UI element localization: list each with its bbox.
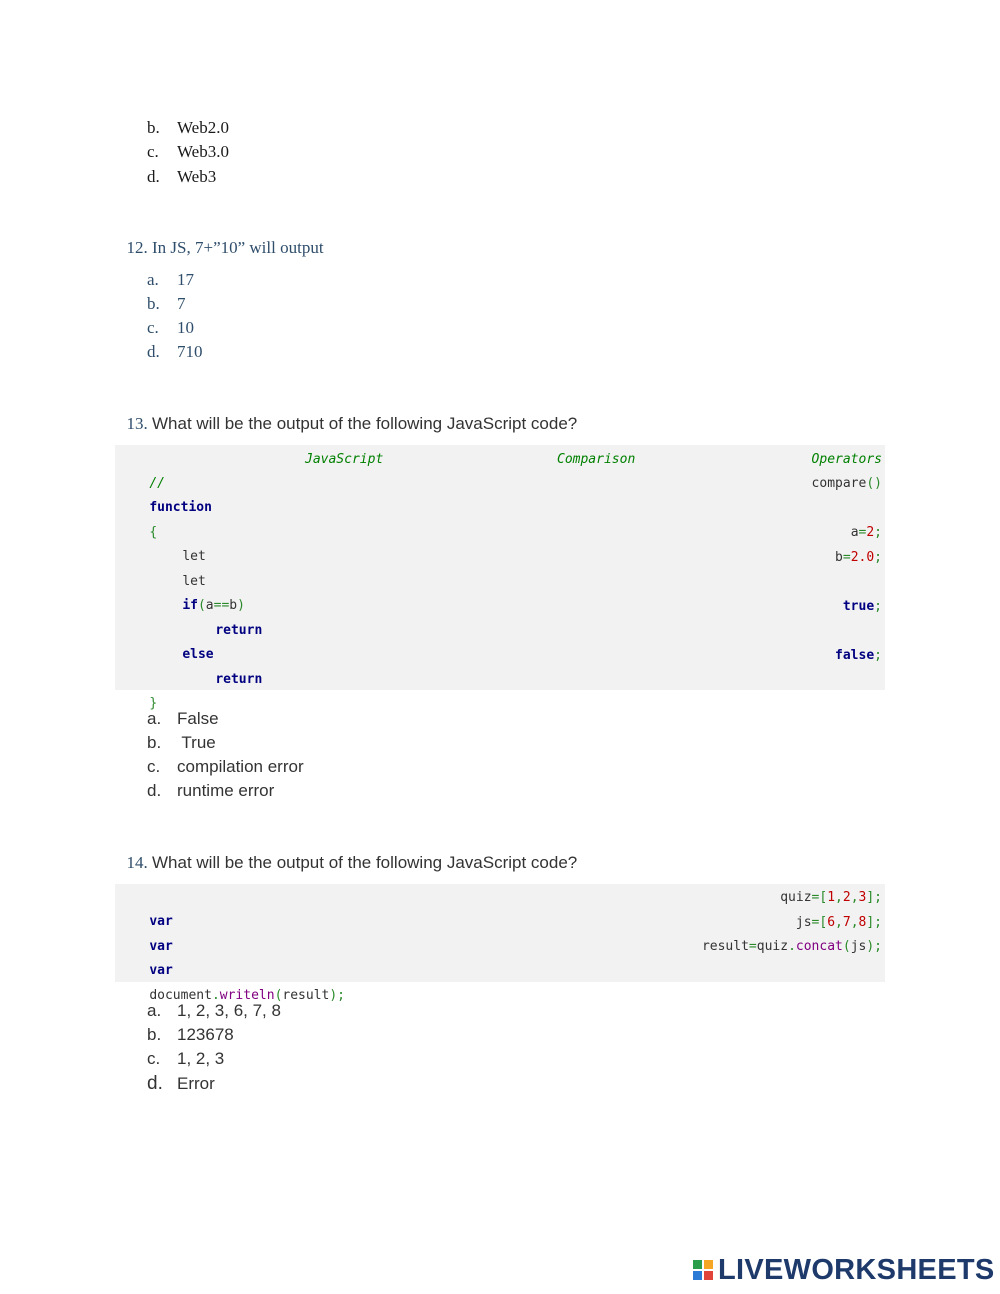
code-line-return-true: return true; [215,599,882,638]
option-d: d. 710 [147,342,203,361]
question-number: 12. [126,238,148,257]
option-b: b. 7 [147,294,186,313]
liveworksheets-grid-icon [692,1255,716,1285]
code-line-var-result: var result=quiz.concat(js); [149,939,882,978]
code-line-function: function compare() [149,476,882,515]
code-line-var-js: var js=[6,7,8]; [149,915,882,954]
code-line-comment: // JavaScript Comparison Operators [149,452,882,491]
option-c: c. 1, 2, 3 [147,1049,225,1068]
logo-text: LIVEWORKSHEETS [718,1254,995,1286]
question-text: What will be the output of the following JavaScript code? [152,853,578,872]
code-line-writeln: document.writeln(result); [149,988,346,1003]
option-a: a. 17 [147,270,194,289]
code-line-close-brace: } [149,696,158,711]
question-number: 13. [126,414,148,433]
code-line-var-quiz: var quiz=[1,2,3]; [149,890,882,929]
question-13 [118,394,577,434]
code-line-else: else [182,647,214,662]
code-line-let-b: let b=2.0; [182,550,882,589]
question-text: What will be the output of the following JavaScript code? [152,414,578,433]
option-a: a. False [147,709,219,728]
code-line-let-a: let a=2; [182,525,882,564]
option-c: c. Web3.0 [147,142,229,161]
question-number: 14. [126,853,148,872]
option-b: b. True [147,733,216,752]
code-line-if: if(a==b) [182,598,245,613]
option-d: d. Web3 [147,167,217,186]
option-b: b. Web2.0 [147,118,229,137]
question-12 [118,218,324,258]
option-b: b. 123678 [147,1025,234,1044]
option-c: c. 10 [147,318,194,337]
code-line-open-brace: { [149,525,158,540]
question-text: In JS, 7+”10” will output [152,238,324,257]
code-line-return-false: return false; [215,648,882,687]
question-14 [118,833,577,873]
option-d: d. Error [147,1073,215,1094]
option-c: c. compilation error [147,757,304,776]
code-block-q14 [115,884,885,1003]
option-a: a. 1, 2, 3, 6, 7, 8 [147,1001,281,1020]
option-d: d. runtime error [147,781,275,800]
code-block-q13 [115,445,885,711]
